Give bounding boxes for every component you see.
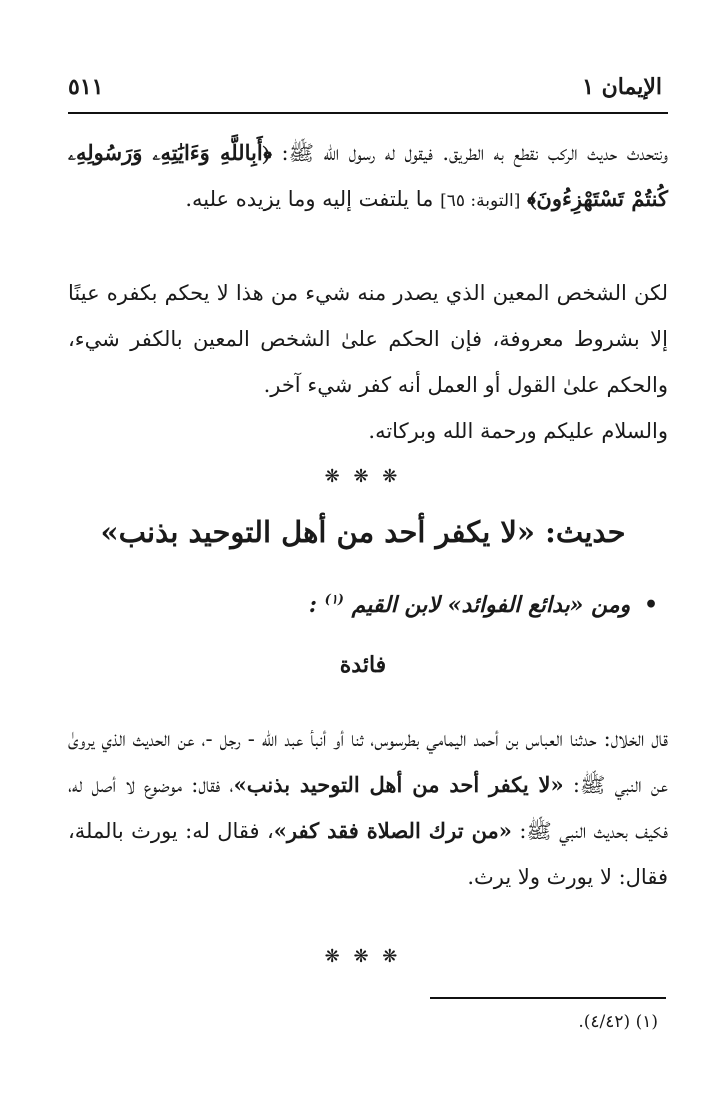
- page-number: ٥١١: [68, 74, 104, 100]
- footnote-rule: [430, 997, 666, 999]
- paragraph-1-text-a: ونتحدث حديث الركب نقطع به الطريق. فيقول له رسول الله ﷺ:: [281, 141, 668, 165]
- section-heading: حديث: «لا يكفر أحد من أهل التوحيد بذنب»: [100, 515, 626, 549]
- quran-verse: ﴿أَبِاللَّهِ وَءَايَٰتِهِۦ وَرَسُولِهِۦ كُنتُمْ تَسْتَهْزِءُونَ﴾: [68, 140, 668, 211]
- section-separator: ❋ ❋ ❋: [324, 466, 402, 487]
- section-separator-2: ❋ ❋ ❋: [324, 946, 402, 967]
- verse-reference: [التوبة: ٦٥]: [440, 191, 521, 211]
- hadith-quote-2: «من ترك الصلاة فقد كفر»: [273, 818, 512, 843]
- source-colon: :: [308, 592, 317, 618]
- paragraph-1: [68, 130, 668, 224]
- paragraph-4-text-2: ، فقال: موضوع لا أصل له، فكيف بحديث النبي ﷺ:: [68, 773, 669, 843]
- footnote: (١) (٤/٤٢).: [578, 1012, 658, 1032]
- closing-salutation: والسلام عليكم ورحمة الله وبركاته.: [368, 419, 668, 443]
- paragraph-4-text-3: ، فقال له: يورث بالملة، فقال: لا يورث ولا يرث.: [68, 819, 668, 889]
- page-header: [68, 68, 662, 108]
- paragraph-2: لكن الشخص المعين الذي يصدر منه شيء من هذا لا يحكم بكفره عينًا إلا بشروط معروفة، فإن الحكم علىٰ الشخص المعين بالكفر شيء، والحكم علىٰ القول أو العمل أنه كفر شيء آخر.: [68, 281, 668, 397]
- source-text: ومن «بدائع الفوائد» لابن القيم: [351, 592, 631, 618]
- hadith-quote-1: «لا يكفر أحد من أهل التوحيد بذنب»: [233, 772, 564, 797]
- running-title: الإيمان ١: [582, 74, 662, 100]
- subheading: فائدة: [339, 652, 387, 678]
- paragraph-4-text-1: قال الخلال: حدثنا العباس بن أحمد اليمامي بطرسوس، ثنا أو أنبأ عبد الله - رجل -، عن الحديث الذي يروىٰ عن النبي ﷺ:: [68, 727, 668, 797]
- header-rule: [68, 112, 668, 114]
- bullet-icon: •: [643, 592, 658, 618]
- source-line: [68, 592, 658, 618]
- paragraph-4: [68, 716, 668, 900]
- footnote-marker: (١): [324, 592, 344, 608]
- paragraph-1-text-b: ما يلتفت إليه وما يزيده عليه.: [185, 187, 434, 211]
